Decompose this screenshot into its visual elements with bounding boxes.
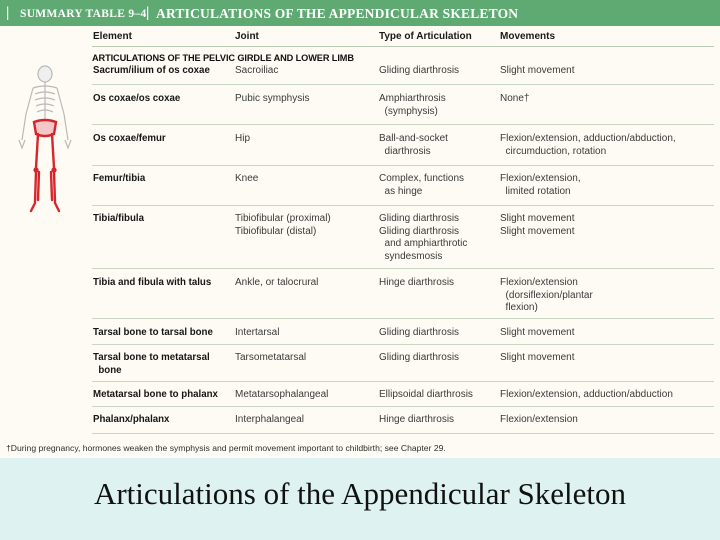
cell-joint: Tibiofibular (proximal) Tibiofibular (distal)	[235, 213, 331, 237]
cell-type: Ellipsoidal diarthrosis	[379, 389, 473, 400]
cell-movements: Flexion/extension	[500, 414, 578, 425]
cell-movements: Flexion/extension (dorsiflexion/plantar flexion)	[500, 277, 593, 313]
cell-movements: Flexion/extension, adduction/abduction	[500, 389, 673, 400]
section-title: ARTICULATIONS OF THE PELVIC GIRDLE AND LOWER LIMB	[92, 53, 354, 63]
cell-joint: Sacroiliac	[235, 65, 279, 76]
cell-type: Complex, functions as hinge	[379, 173, 465, 197]
cell-joint: Intertarsal	[235, 327, 280, 338]
row-divider	[92, 406, 714, 407]
cell-element: Femur/tibia	[93, 173, 146, 184]
cell-type: Hinge diarthrosis	[379, 277, 455, 288]
row-divider	[92, 205, 714, 206]
skeleton-lower-limb-highlighted-icon	[14, 64, 76, 214]
cell-joint: Metatarsophalangeal	[235, 389, 329, 400]
row-divider	[92, 124, 714, 125]
row-divider	[92, 165, 714, 166]
cell-type: Amphiarthrosis (symphysis)	[379, 93, 446, 117]
column-header-joint: Joint	[235, 31, 259, 42]
table-footnote: †During pregnancy, hormones weaken the symphysis and permit movement important to childbirth; see Chapter 29.	[6, 443, 446, 453]
cell-element: Metatarsal bone to phalanx	[93, 389, 218, 400]
cell-element: Os coxae/os coxae	[93, 93, 181, 104]
summary-table-number: SUMMARY TABLE 9–4	[20, 8, 147, 20]
row-divider	[92, 433, 714, 434]
cell-movements: Slight movement Slight movement	[500, 213, 575, 237]
cell-element: Phalanx/phalanx	[93, 414, 170, 425]
cell-element: Tarsal bone to metatarsal bone	[93, 352, 210, 376]
cell-joint: Tarsometatarsal	[235, 352, 307, 363]
cell-element: Sacrum/ilium of os coxae	[93, 65, 210, 76]
banner-divider: |	[6, 5, 10, 21]
cell-movements: Slight movement	[500, 352, 575, 363]
cell-movements: Flexion/extension, limited rotation	[500, 173, 581, 197]
cell-element: Tibia/fibula	[93, 213, 144, 224]
column-header-movements: Movements	[500, 31, 556, 42]
cell-type: Gliding diarthrosis	[379, 65, 460, 76]
row-divider	[92, 84, 714, 85]
cell-type: Gliding diarthrosis Gliding diarthrosis and amphiarthrotic syndesmosis	[379, 213, 468, 262]
cell-joint: Pubic symphysis	[235, 93, 310, 104]
table-banner	[0, 0, 720, 26]
row-divider	[92, 318, 714, 319]
table-title: ARTICULATIONS OF THE APPENDICULAR SKELETON	[156, 6, 519, 21]
header-divider	[92, 46, 714, 47]
cell-movements: None†	[500, 93, 530, 104]
cell-joint: Hip	[235, 133, 251, 144]
column-header-element: Element	[93, 31, 132, 42]
cell-type: Hinge diarthrosis	[379, 414, 455, 425]
cell-joint: Ankle, or talocrural	[235, 277, 319, 288]
cell-movements: Slight movement	[500, 327, 575, 338]
cell-element: Tarsal bone to tarsal bone	[93, 327, 213, 338]
row-divider	[92, 268, 714, 269]
cell-joint: Interphalangeal	[235, 414, 304, 425]
row-divider	[92, 344, 714, 345]
slide-caption: Articulations of the Appendicular Skeleton	[93, 476, 627, 511]
cell-joint: Knee	[235, 173, 259, 184]
cell-element: Tibia and fibula with talus	[93, 277, 212, 288]
cell-type: Ball-and-socket diarthrosis	[379, 133, 448, 157]
column-header-type: Type of Articulation	[379, 31, 472, 42]
cell-movements: Flexion/extension, adduction/abduction, circumduction, rotation	[500, 133, 676, 157]
cell-type: Gliding diarthrosis	[379, 327, 460, 338]
cell-element: Os coxae/femur	[93, 133, 166, 144]
banner-divider: |	[146, 5, 150, 21]
cell-movements: Slight movement	[500, 65, 575, 76]
row-divider	[92, 381, 714, 382]
cell-type: Gliding diarthrosis	[379, 352, 460, 363]
